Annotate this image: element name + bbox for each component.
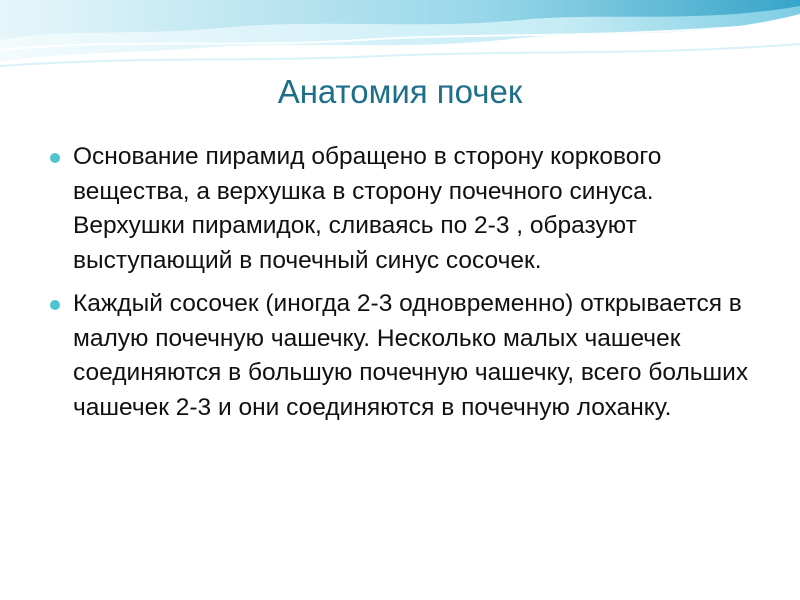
bullet-item	[50, 287, 770, 425]
bullet-text: Основание пирамид обращено в сторону коркового вещества, а верхушка в сторону почечного синуса. Верхушки пирамидок, сливаясь по 2-3 , образуют выступающий в почечный синус сосочек.	[73, 143, 662, 274]
bullet-text: Каждый сосочек (иногда 2-3 одновременно) открывается в малую почечную чашечку. Несколько малых чашечек соединяются в большую почечную чашечку, всего больших чашечек 2-3 и они соединяются в почечную лоханку.	[73, 290, 749, 421]
slide-title: Анатомия почек	[277, 73, 523, 110]
bullet-list	[50, 140, 770, 434]
wave-header-decoration	[0, 0, 800, 80]
bullet-dot-icon	[50, 300, 60, 310]
bullet-item	[50, 140, 770, 278]
bullet-dot-icon	[50, 153, 60, 163]
